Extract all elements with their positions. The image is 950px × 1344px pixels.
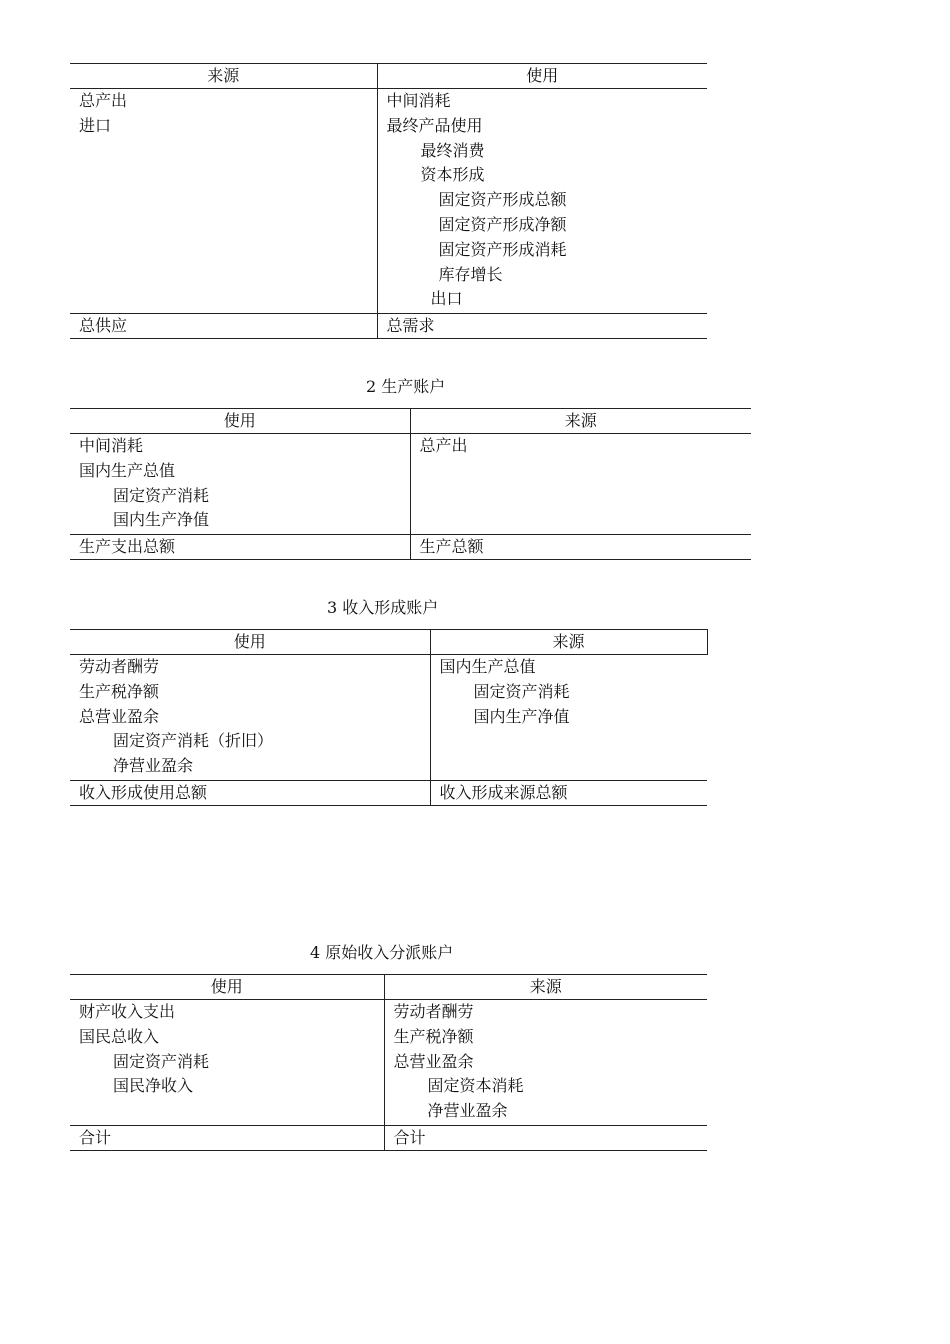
- header-right: 来源: [430, 630, 707, 655]
- list-item: 固定资产消耗（折旧）: [113, 731, 274, 751]
- right-column: [410, 434, 751, 535]
- footer-left: 生产支出总额: [70, 535, 410, 560]
- footer-left: 合计: [70, 1126, 384, 1151]
- left-column: [70, 89, 377, 314]
- list-item: 国民净收入: [113, 1076, 194, 1096]
- list-item: 劳动者酬劳: [393, 1002, 474, 1021]
- list-item: 总产出: [79, 91, 128, 110]
- list-item: 总营业盈余: [79, 706, 160, 726]
- list-item: 国民总收入: [79, 1026, 160, 1046]
- list-item: 劳动者酬劳: [79, 657, 160, 676]
- footer-right: 总需求: [377, 314, 707, 339]
- footer-right: 收入形成来源总额: [430, 781, 707, 806]
- list-item: 库存增长: [438, 264, 503, 284]
- list-item: 固定资本消耗: [427, 1076, 524, 1096]
- header-right: 来源: [410, 409, 751, 434]
- list-item: 净营业盈余: [427, 1101, 508, 1121]
- list-item: 总产出: [419, 436, 468, 455]
- list-item: 固定资产消耗: [113, 1051, 210, 1071]
- left-column: [70, 655, 430, 781]
- list-item: 固定资产消耗: [113, 485, 210, 505]
- list-item: 中间消耗: [386, 91, 451, 110]
- list-item: 国内生产总值: [439, 657, 536, 676]
- list-item: 总营业盈余: [393, 1051, 474, 1071]
- account-table-2: [70, 408, 751, 560]
- header-left: 使用: [70, 630, 430, 655]
- list-item: 国内生产净值: [473, 706, 570, 726]
- list-item: 生产税净额: [79, 681, 160, 701]
- list-item: 财产收入支出: [79, 1002, 176, 1021]
- left-column: [70, 434, 410, 535]
- right-column: [384, 1000, 707, 1126]
- list-item: 固定资产形成总额: [438, 190, 567, 210]
- header-left: 使用: [70, 975, 384, 1000]
- list-item: 固定资产消耗: [473, 681, 570, 701]
- list-item: 中间消耗: [79, 436, 144, 455]
- footer-left: 收入形成使用总额: [70, 781, 430, 806]
- footer-left: 总供应: [70, 314, 377, 339]
- list-item: 国内生产总值: [79, 460, 176, 480]
- header-right: 来源: [384, 975, 707, 1000]
- list-item: 固定资产形成净额: [438, 214, 567, 234]
- header-left: 使用: [70, 409, 410, 434]
- account-table-1: [70, 63, 707, 339]
- left-column: [70, 1000, 384, 1126]
- right-column: [377, 89, 707, 314]
- list-item: 最终消费: [420, 140, 485, 160]
- footer-right: 生产总额: [410, 535, 751, 560]
- list-item: 资本形成: [420, 165, 485, 185]
- list-item: 净营业盈余: [113, 756, 194, 776]
- list-item: 生产税净额: [393, 1026, 474, 1046]
- header-left: 来源: [70, 64, 377, 89]
- list-item: 进口: [79, 115, 112, 135]
- list-item: 国内生产净值: [113, 510, 210, 530]
- account-table-3: [70, 629, 708, 806]
- list-item: 固定资产形成消耗: [438, 239, 567, 259]
- list-item: 出口: [430, 289, 463, 309]
- account-table-4: [70, 974, 707, 1151]
- header-right: 使用: [377, 64, 707, 89]
- footer-right: 合计: [384, 1126, 707, 1151]
- right-column: [430, 655, 707, 781]
- list-item: 最终产品使用: [386, 115, 483, 135]
